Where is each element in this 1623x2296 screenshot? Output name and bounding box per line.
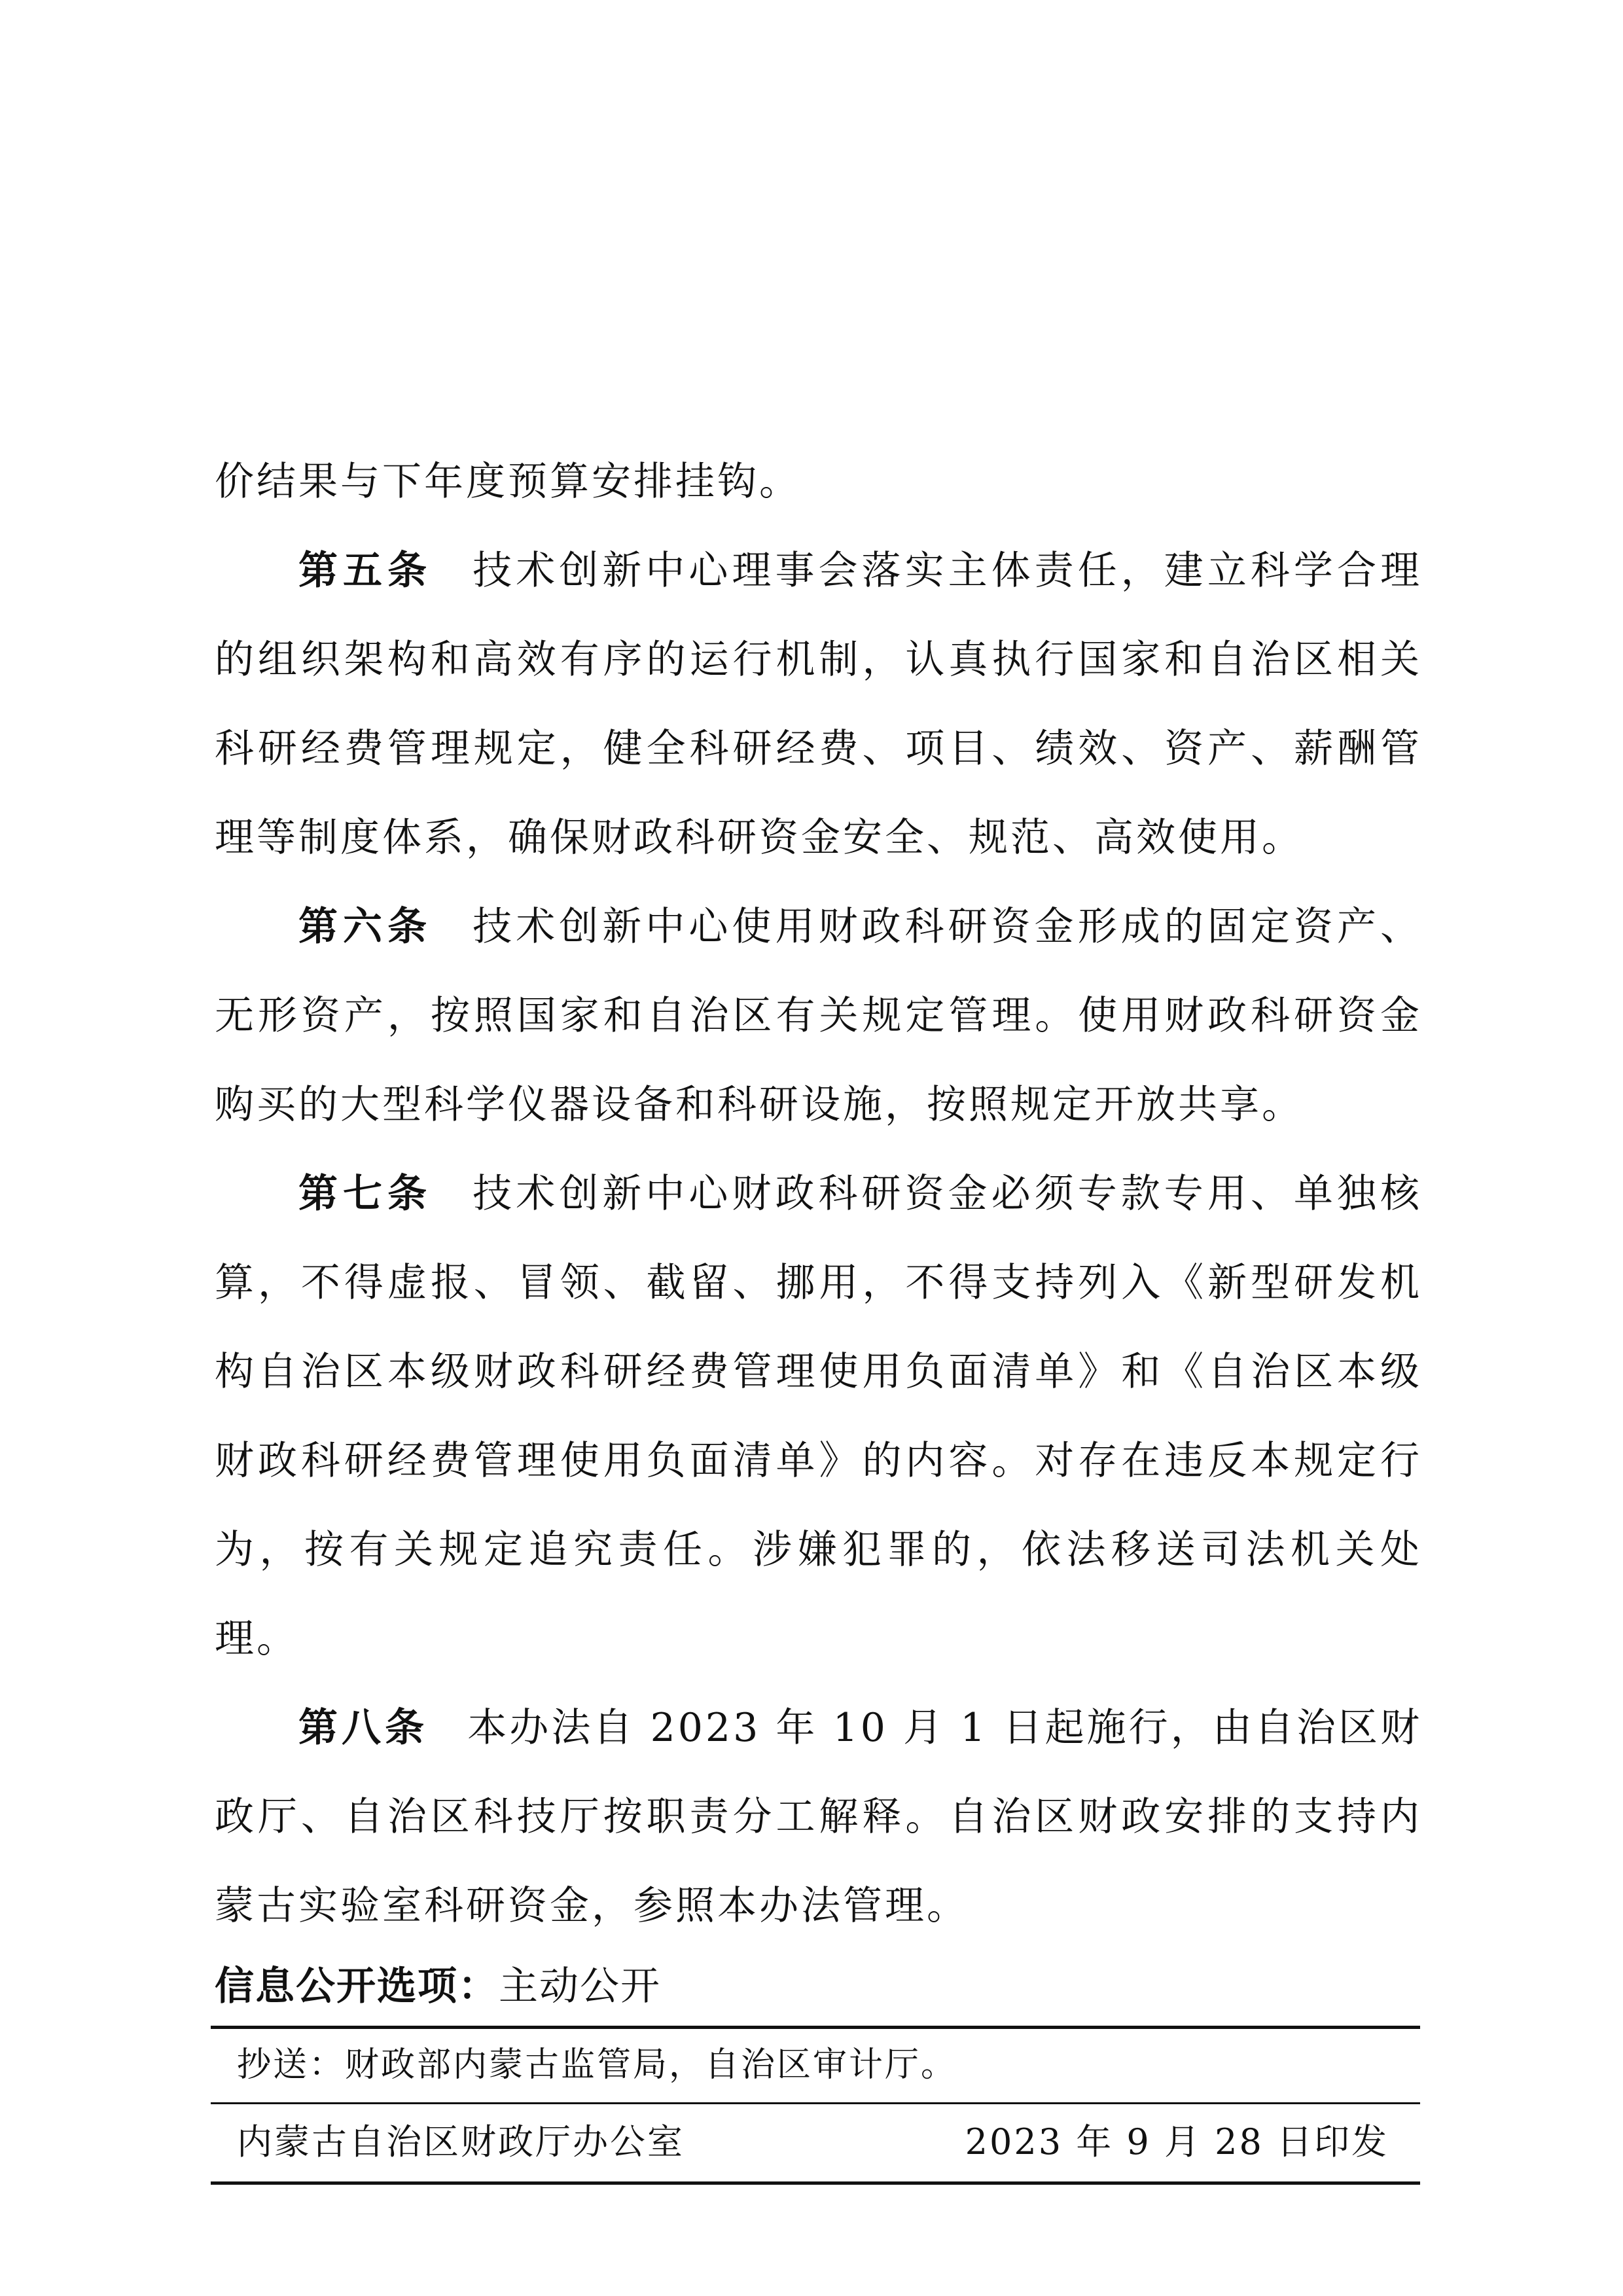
article-8: [215, 1683, 1422, 1950]
disclosure-label: 信息公开选项：: [215, 1964, 499, 2009]
divider-middle: [211, 2102, 1420, 2104]
disclosure-option: [215, 1960, 661, 2013]
issuer: 内蒙古自治区财政厅办公室: [237, 2121, 685, 2162]
article-title: 第七条: [298, 1171, 433, 1217]
continued-paragraph: 价结果与下年度预算安排挂钩。: [215, 459, 801, 505]
article-title: 第六条: [298, 904, 433, 950]
article-5: [215, 526, 1422, 882]
article-text: 技术创新中心财政科研资金必须专款专用、单独核算，不得虚报、冒领、截留、挪用，不得支持列入《新型研发机构自治区本级财政科研经费管理使用负面清单》和《自治区本级财政科研经费管理使用负面清单》的内容。对存在违反本规定行为，按有关规定追究责任。涉嫌犯罪的，依法移送司法机关处理。: [215, 1171, 1423, 1662]
disclosure-value: 主动公开: [499, 1964, 661, 2009]
divider-top: [211, 2026, 1420, 2029]
issue-date: 2023 年 9 月 28 日印发: [965, 2121, 1389, 2162]
article-title: 第五条: [298, 548, 433, 594]
article-text: 本办法自 2023 年 10 月 1 日起施行，由自治区财政厅、自治区科技厅按职责分工解释。自治区财政安排的支持内蒙古实验室科研资金，参照本办法管理。: [215, 1705, 1423, 1929]
article-text: 技术创新中心使用财政科研资金形成的固定资产、无形资产，按照国家和自治区有关规定管理。使用财政科研资金购买的大型科学仪器设备和科研设施，按照规定开放共享。: [215, 904, 1423, 1128]
divider-bottom: [211, 2181, 1420, 2185]
document-body: [215, 437, 1422, 1950]
article-6: [215, 882, 1422, 1149]
cc-line: 抄送：财政部内蒙古监管局，自治区审计厅。: [237, 2045, 957, 2085]
article-title: 第八条: [298, 1705, 429, 1751]
article-text: 技术创新中心理事会落实主体责任，建立科学合理的组织架构和高效有序的运行机制，认真执行国家和自治区相关科研经费管理规定，健全科研经费、项目、绩效、资产、薪酬管理等制度体系，确保财政科研资金安全、规范、高效使用。: [215, 548, 1423, 861]
article-7: [215, 1149, 1422, 1683]
